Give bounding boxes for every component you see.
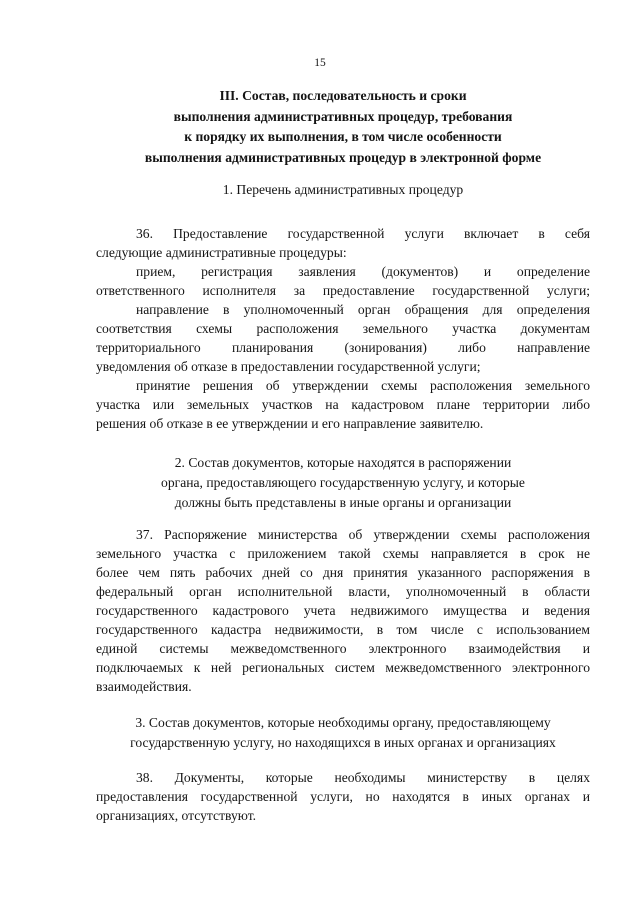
paragraph-line: единой системы межведомственного электронного взаимодействия и: [96, 641, 590, 656]
subsection-title-line: 2. Состав документов, которые находятся в распоряжении: [174, 455, 512, 470]
subsection-title-line: 3. Состав документов, которые необходимы органу, предоставляющему: [135, 715, 551, 730]
paragraph-line: решения об отказе в ее утверждении и его направление заявителю.: [96, 416, 484, 431]
paragraph-36: [96, 224, 590, 433]
paragraph-line: соответствия схемы расположения земельного участка документам: [96, 321, 590, 336]
subsection-2-title: [96, 453, 590, 513]
subsection-title-line: должны быть представлены в иные органы и организации: [174, 495, 512, 510]
paragraph-line: следующие административные процедуры:: [96, 245, 347, 260]
paragraph-line: предоставления государственной услуги, но находятся в иных органах и: [96, 789, 590, 804]
paragraph-line: организациях, отсутствуют.: [96, 808, 257, 823]
section-title-line: III. Состав, последовательность и сроки: [219, 88, 467, 103]
subsection-title-line: государственную услугу, но находящихся в иных органах и организациях: [130, 735, 556, 750]
paragraph-line: направление в уполномоченный орган обращения для определения: [136, 302, 590, 317]
paragraph-line: прием, регистрация заявления (документов) и определение: [136, 264, 590, 279]
paragraph-line: федеральный орган исполнительной власти, уполномоченный в области: [96, 584, 590, 599]
subsection-title-line: органа, предоставляющего государственную услугу, и которые: [161, 475, 525, 490]
subsection-1-title: [96, 180, 590, 200]
paragraph-line: 37. Распоряжение министерства об утверждении схемы расположения: [136, 527, 590, 542]
paragraph-line: более чем пять рабочих дней со дня принятия указанного распоряжения в: [96, 565, 590, 580]
paragraph-line: территориального планирования (зонирования) либо направление: [96, 340, 590, 355]
paragraph-line: 36. Предоставление государственной услуги включает в себя: [136, 226, 590, 241]
paragraph-line: участка или земельных участков на кадастровом плане территории либо: [96, 397, 590, 412]
paragraph-line: государственного кадастра недвижимости, в том числе с использованием: [96, 622, 590, 637]
subsection-title-line: 1. Перечень административных процедур: [222, 182, 464, 197]
paragraph-line: земельного участка с приложением такой схемы направляется в срок не: [96, 546, 590, 561]
section-title-line: к порядку их выполнения, в том числе особенности: [184, 129, 502, 144]
page-number: 15: [314, 57, 326, 69]
paragraph-37: [96, 525, 590, 696]
paragraph-line: 38. Документы, которые необходимы министерству в целях: [136, 770, 590, 785]
paragraph-line: государственного кадастрового учета недвижимого имущества и ведения: [96, 603, 590, 618]
section-title-line: выполнения административных процедур, требования: [173, 108, 513, 124]
paragraph-line: подключаемых к ней региональных систем межведомственного электронного: [96, 660, 590, 675]
paragraph-line: ответственного исполнителя за предоставление государственной услуги;: [96, 283, 590, 298]
section-title-line: выполнения административных процедур в электронной форме: [144, 149, 542, 165]
paragraph-line: взаимодействия.: [96, 679, 192, 694]
paragraph-line: уведомления об отказе в предоставлении государственной услуги;: [96, 359, 481, 374]
paragraph-38: [96, 768, 590, 825]
subsection-3-title: [96, 713, 590, 753]
section-title: [96, 86, 590, 168]
paragraph-line: принятие решения об утверждении схемы расположения земельного: [136, 378, 590, 393]
